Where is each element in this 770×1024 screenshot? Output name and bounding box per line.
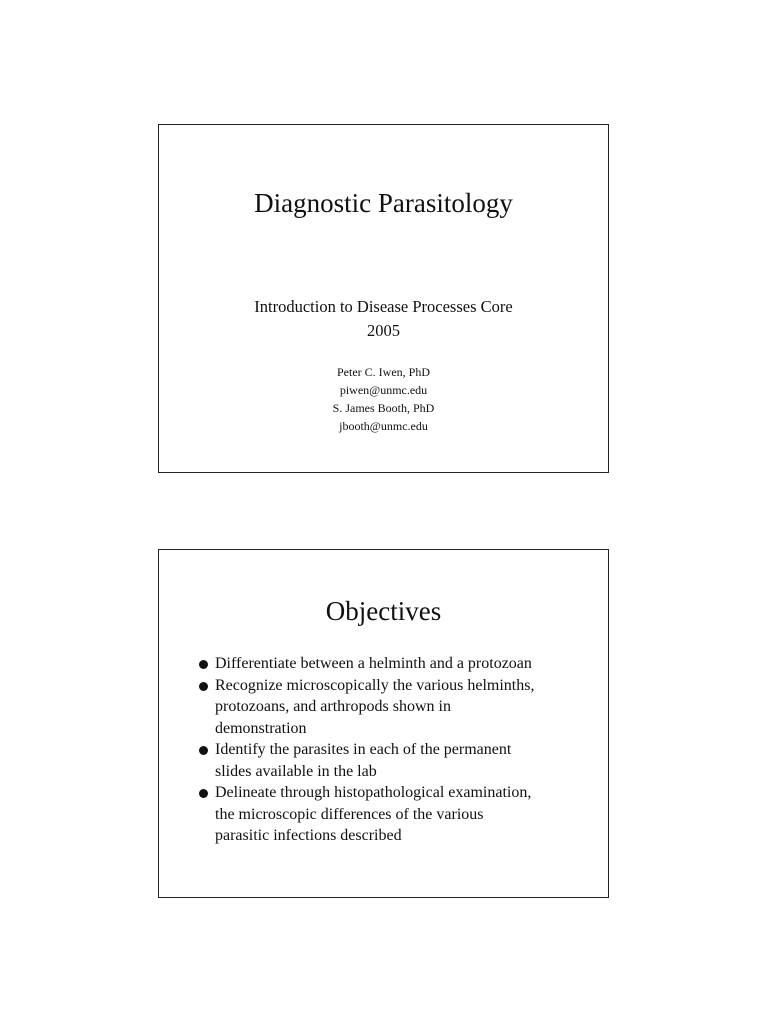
course-name: Introduction to Disease Processes Core	[254, 297, 513, 316]
list-item	[199, 782, 588, 847]
list-item-text: Recognize microscopically the various helminths,	[215, 676, 535, 694]
course-subtitle	[159, 295, 608, 343]
author-name: Peter C. Iwen, PhD	[337, 365, 430, 379]
bullet-icon	[199, 660, 208, 669]
list-item-text: Differentiate between a helminth and a protozoan	[215, 655, 532, 672]
bullet-icon	[199, 789, 208, 798]
author-email: jbooth@unmc.edu	[339, 419, 428, 433]
list-item-text: slides available in the lab	[215, 762, 377, 780]
slide-objectives	[158, 549, 609, 898]
list-item-text: protozoans, and arthropods shown in	[215, 698, 451, 715]
objectives-heading: Objectives	[325, 596, 442, 626]
author-name: S. James Booth, PhD	[332, 401, 435, 415]
slide-title	[158, 124, 609, 473]
list-item-text: Delineate through histopathological examination,	[215, 784, 532, 801]
list-item	[199, 675, 588, 740]
bullet-icon	[199, 746, 208, 755]
list-item-text: the microscopic differences of the various	[215, 805, 484, 823]
bullet-icon	[199, 682, 208, 691]
author-email: piwen@unmc.edu	[339, 383, 428, 397]
list-item-text: Identify the parasites in each of the permanent	[215, 741, 512, 758]
author-block	[159, 363, 608, 435]
list-item	[199, 739, 588, 782]
list-item-text: parasitic infections described	[215, 827, 402, 844]
objectives-list	[199, 653, 588, 847]
list-item	[199, 653, 588, 675]
list-item-text: demonstration	[215, 719, 307, 737]
slide-title-heading: Diagnostic Parasitology	[254, 188, 513, 218]
course-year: 2005	[367, 321, 400, 340]
